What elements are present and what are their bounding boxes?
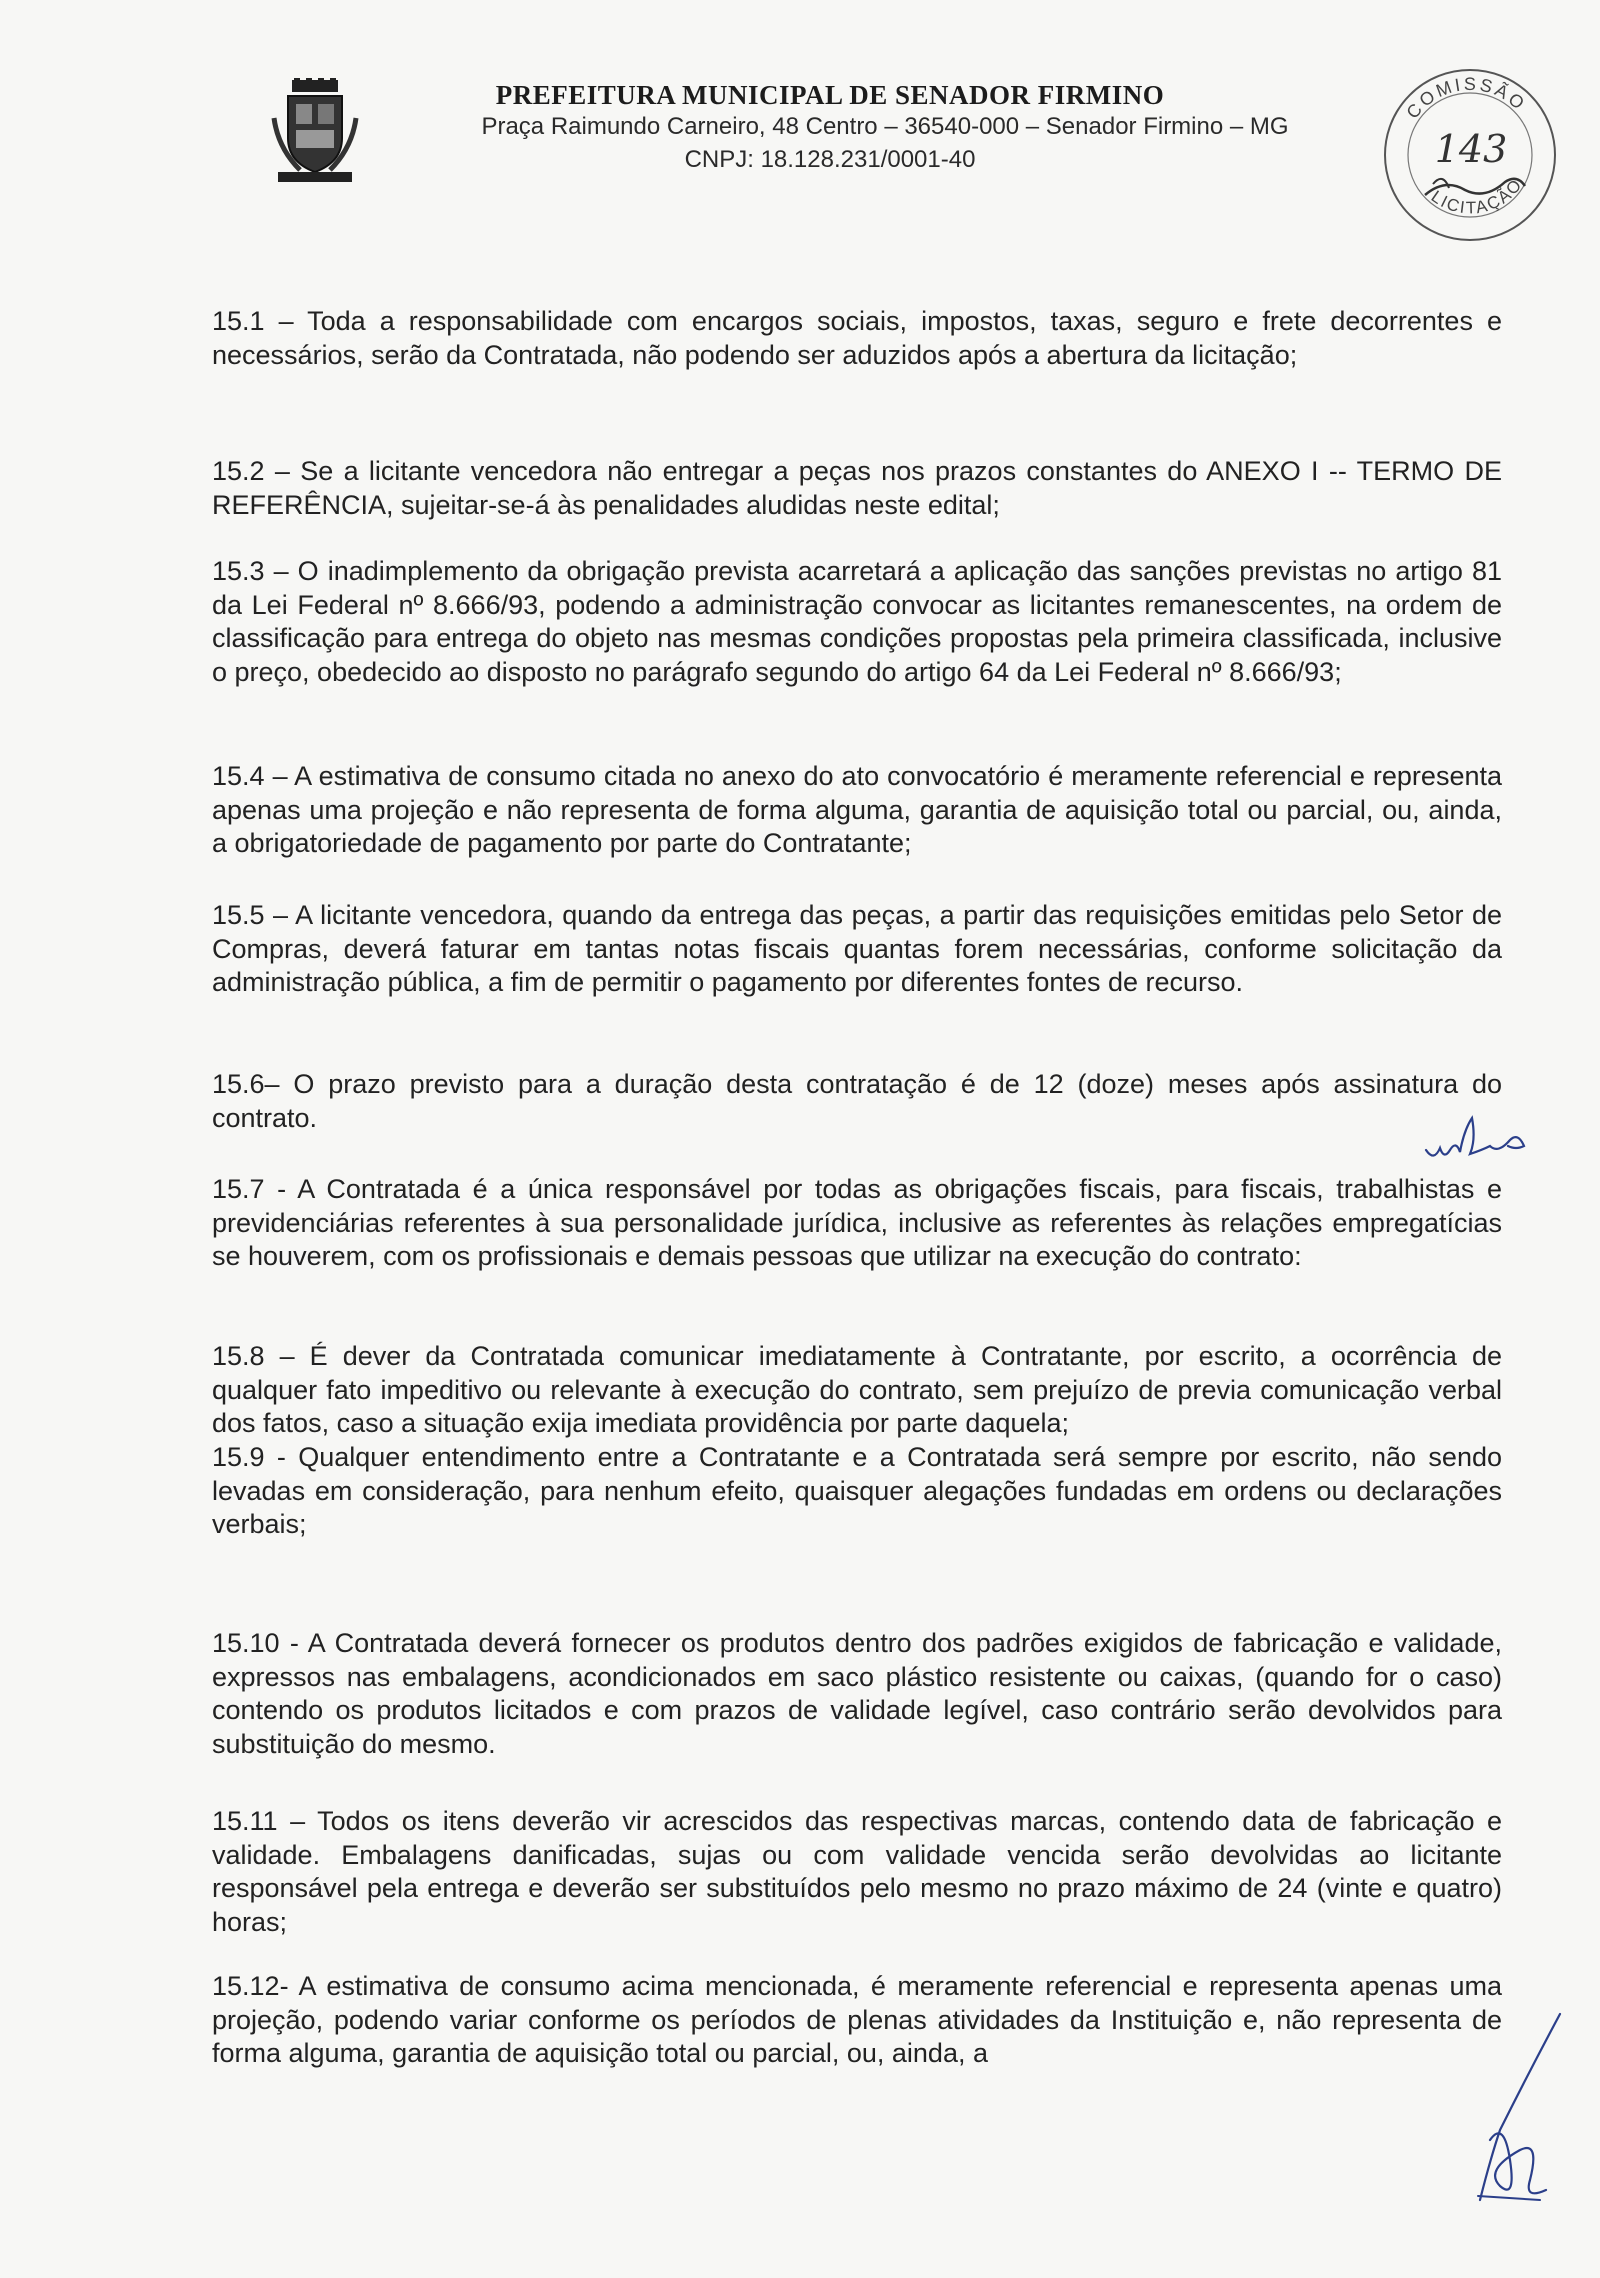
commission-stamp — [1375, 60, 1565, 250]
clause-15-8: 15.8 – É dever da Contratada comunicar imediatamente à Contratante, por escrito, a ocorrência de qualquer fato impeditivo ou relevante à execução do contrato, sem prejuízo de previa comunicação verbal dos fatos, caso a situação exija imediata providência por parte daquela; — [212, 1341, 1502, 1438]
stamp-page-number: 143 — [1434, 127, 1508, 171]
stamp-top-text: COMISSÃO — [1402, 73, 1531, 123]
clause-15-11: 15.11 – Todos os itens deverão vir acrescidos das respectivas marcas, contendo data de fabricação e validade. Embalagens danificadas, sujas ou com validade vencida serão devolvidas ao licitante responsável pela entrega e deverão ser substituídos pelo mesmo no prazo máximo de 24 (vinte e quatro) horas; — [212, 1806, 1502, 1937]
header-title: PREFEITURA MUNICIPAL DE SENADOR FIRMINO — [495, 80, 1165, 110]
clause-15-2: 15.2 – Se a licitante vencedora não entregar a peças nos prazos constantes do ANEXO I -- TERMO DE REFERÊNCIA, sujeitar-se-á às penalidades aludidas neste edital; — [212, 456, 1502, 520]
stamp-bottom-text: LICITAÇÃO — [1427, 174, 1527, 218]
clause-15-10: 15.10 - A Contratada deverá fornecer os produtos dentro dos padrões exigidos de fabricação e validade, expressos nas embalagens, acondicionados em saco plástico resistente ou caixas, (quando for o caso) contendo os produtos licitados e com prazos de validade legível, caso contrário serão devolvidos para substituição do mesmo. — [212, 1628, 1502, 1759]
clause-15-12: 15.12- A estimativa de consumo acima mencionada, é meramente referencial e representa apenas uma projeção, podendo variar conforme os períodos de plenas atividades da Instituição e, não representa de forma alguma, garantia de aquisição total ou parcial, ou, ainda, a — [212, 1971, 1502, 2068]
handwritten-initials-signature — [1420, 1110, 1530, 1170]
clause-15-7: 15.7 - A Contratada é a única responsável por todas as obrigações fiscais, para fiscais, trabalhistas e previdenciárias referentes à sua personalidade jurídica, inclusive as referentes às relações empregatícias se houverem, com os profissionais e demais pessoas que utilizar na execução do contrato: — [212, 1174, 1502, 1271]
clause-15-1: 15.1 – Toda a responsabilidade com encargos sociais, impostos, taxas, seguro e frete decorrentes e necessários, serão da Contratada, não podendo ser aduzidos após a abertura da licitação; — [212, 306, 1502, 370]
header-cnpj: CNPJ: 18.128.231/0001-40 — [684, 146, 976, 173]
rubric-signature — [1460, 2010, 1570, 2210]
clause-15-4: 15.4 – A estimativa de consumo citada no anexo do ato convocatório é meramente referencial e representa apenas uma projeção e não representa de forma alguma, garantia de aquisição total ou parcial, ou, ainda, a obrigatoriedade de pagamento por parte do Contratante; — [212, 761, 1502, 858]
clause-15-5: 15.5 – A licitante vencedora, quando da entrega das peças, a partir das requisições emitidas pelo Setor de Compras, deverá faturar em tantas notas fiscais quantas forem necessárias, conforme solicitação da administração pública, a fim de permitir o pagamento por diferentes fontes de recurso. — [212, 900, 1502, 997]
clause-15-3: 15.3 – O inadimplemento da obrigação prevista acarretará a aplicação das sanções previstas no artigo 81 da Lei Federal nº 8.666/93, podendo a administração convocar as licitantes remanescentes, na ordem de classificação para entrega do objeto nas mesmas condições propostas pela primeira classificada, inclusive o preço, obedecido ao disposto no parágrafo segundo do artigo 64 da Lei Federal nº 8.666/93; — [212, 556, 1502, 687]
clause-15-6: 15.6– O prazo previsto para a duração desta contratação é de 12 (doze) meses após assinatura do contrato. — [212, 1069, 1502, 1133]
svg-text:LICITAÇÃO — [1428, 175, 1527, 218]
header-address: Praça Raimundo Carneiro, 48 Centro – 36540-000 – Senador Firmino – MG — [481, 113, 1289, 140]
clause-15-9: 15.9 - Qualquer entendimento entre a Contratante e a Contratada será sempre por escrito, não sendo levadas em consideração, para nenhum efeito, quaisquer alegações fundadas em ordens ou declarações verbais; — [212, 1442, 1502, 1539]
municipal-crest-icon — [270, 78, 360, 186]
